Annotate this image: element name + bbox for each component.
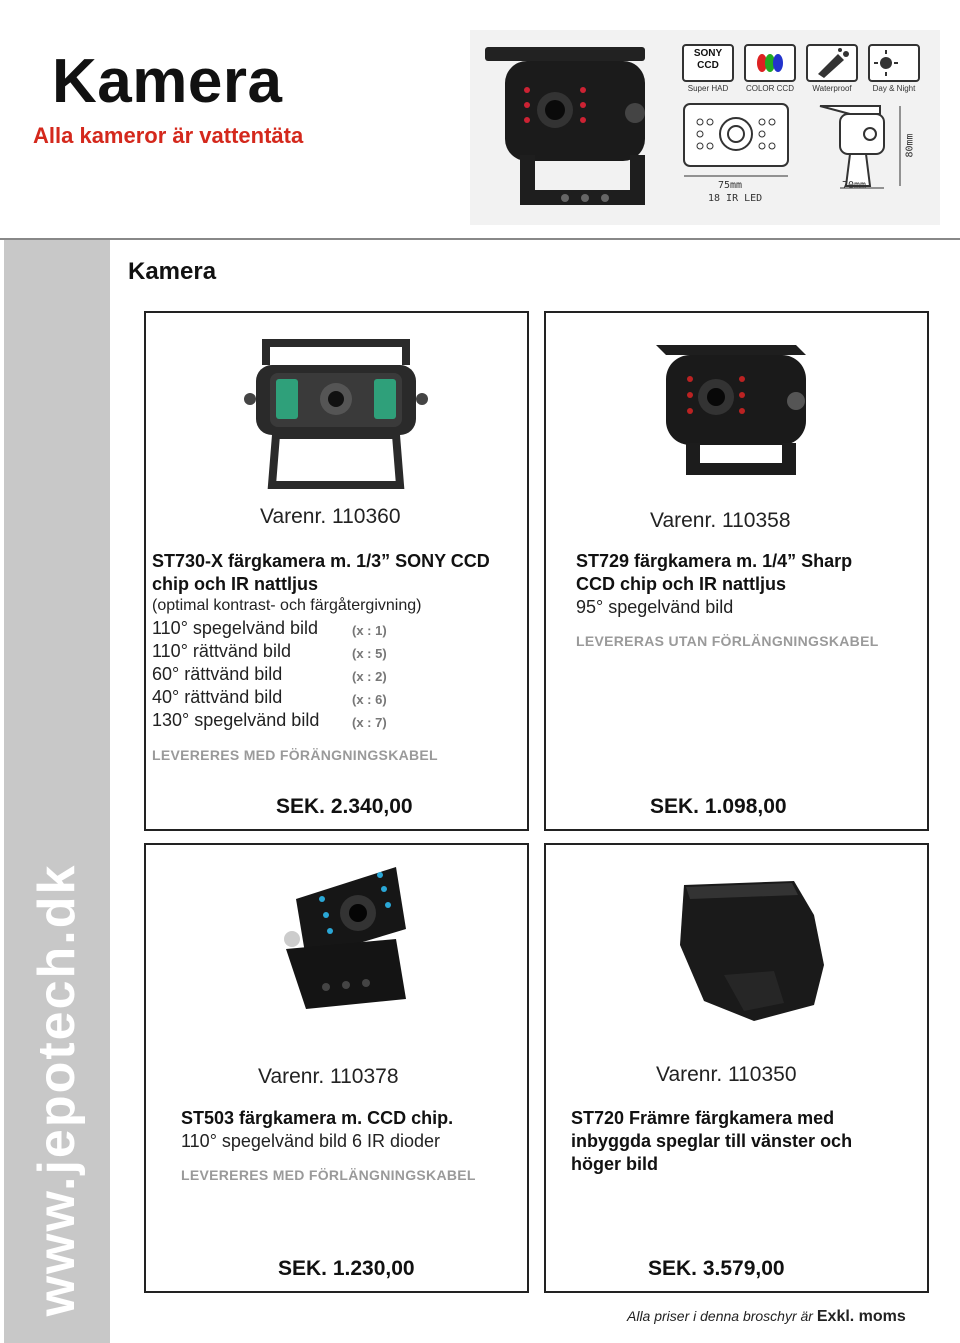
product-card-110358 — [544, 311, 929, 831]
side-dimension-diagram — [810, 100, 910, 190]
waterproof-icon — [806, 44, 858, 82]
footer-note — [627, 1308, 906, 1326]
sony-ccd-icon: SONY CCD — [682, 44, 734, 82]
spec-ratio: (x : 1) — [352, 623, 387, 638]
page-title: Kamera — [52, 47, 283, 116]
product-name-line: höger bild — [571, 1154, 658, 1174]
product-name-line: chip och IR nattljus — [152, 574, 319, 594]
section-title: Kamera — [128, 258, 217, 285]
side-depth-label: 70mm — [842, 180, 867, 191]
page-subtitle: Alla kameror är vattentäta — [33, 123, 304, 148]
spec-line: 110° spegelvänd bild — [152, 618, 318, 638]
spec-line: 60° rättvänd bild — [152, 664, 283, 684]
product-name-line: ST730-X färgkamera m. 1/3” SONY CCD — [152, 551, 490, 571]
product-price: SEK. 1.230,00 — [278, 1257, 415, 1280]
footer-bold: Exkl. moms — [816, 1308, 906, 1325]
spec-line: 110° rättvänd bild — [152, 641, 291, 661]
cable-note: LEVERERES MED FÖRLÄNGNINGSKABEL — [181, 1167, 476, 1183]
website-watermark: www.jepotech.dk — [28, 863, 86, 1317]
product-varenr: Varenr. 110358 — [650, 509, 791, 532]
height-label: 80mm — [904, 133, 916, 158]
spec-ratio: (x : 5) — [352, 646, 387, 661]
waterproof-label: Waterproof — [812, 84, 852, 93]
product-image-110350 — [664, 875, 834, 1025]
product-card-110350 — [544, 843, 929, 1293]
footer-text: Alla priser i denna broschyr är — [627, 1308, 813, 1324]
day-night-label: Day & Night — [872, 84, 916, 93]
product-image-110360 — [236, 325, 436, 490]
front-width-label: 75mm — [718, 180, 743, 191]
spec-ratio: (x : 7) — [352, 715, 387, 730]
front-dimension-diagram — [676, 100, 796, 190]
color-ccd-label: COLOR CCD — [745, 84, 794, 93]
header-camera-image — [475, 35, 675, 225]
product-price: SEK. 2.340,00 — [276, 795, 413, 818]
day-night-icon — [868, 44, 920, 82]
product-card-110360 — [144, 311, 529, 831]
cable-note: LEVERERAS UTAN FÖRLÄNGNINGSKABEL — [576, 633, 879, 649]
product-name-line: CCD chip och IR nattljus — [576, 574, 787, 594]
product-varenr: Varenr. 110378 — [258, 1065, 399, 1088]
led-count-label: 18 IR LED — [708, 193, 763, 204]
product-varenr: Varenr. 110350 — [656, 1063, 797, 1086]
spec-line: 130° spegelvänd bild — [152, 710, 320, 730]
spec-ratio: (x : 2) — [352, 669, 387, 684]
header-divider — [0, 238, 960, 240]
cable-note: LEVERERES MED FÖRÄNGNINGSKABEL — [152, 747, 438, 763]
product-name-line: ST503 färgkamera m. CCD chip. — [181, 1108, 454, 1128]
product-description: (optimal kontrast- och färgåtergivning) — [152, 597, 422, 614]
product-price: SEK. 3.579,00 — [648, 1257, 785, 1280]
color-ccd-icon — [744, 44, 796, 82]
spec-line: 40° rättvänd bild — [152, 687, 283, 707]
sony-ccd-label: Super HAD — [687, 84, 729, 93]
product-image-110358 — [646, 325, 826, 485]
header-product-panel — [470, 30, 940, 225]
spec-ratio: (x : 6) — [352, 692, 387, 707]
product-name-line: ST720 Främre färgkamera med — [571, 1108, 835, 1128]
product-name-line: inbyggda speglar till vänster och — [571, 1131, 853, 1151]
product-image-110378 — [256, 859, 426, 1029]
product-price: SEK. 1.098,00 — [650, 795, 787, 818]
product-name-line: ST729 färgkamera m. 1/4” Sharp — [576, 551, 853, 571]
product-card-110378 — [144, 843, 529, 1293]
product-description: 95° spegelvänd bild — [576, 597, 734, 617]
product-description: 110° spegelvänd bild 6 IR dioder — [181, 1131, 441, 1151]
product-varenr: Varenr. 110360 — [260, 505, 401, 528]
